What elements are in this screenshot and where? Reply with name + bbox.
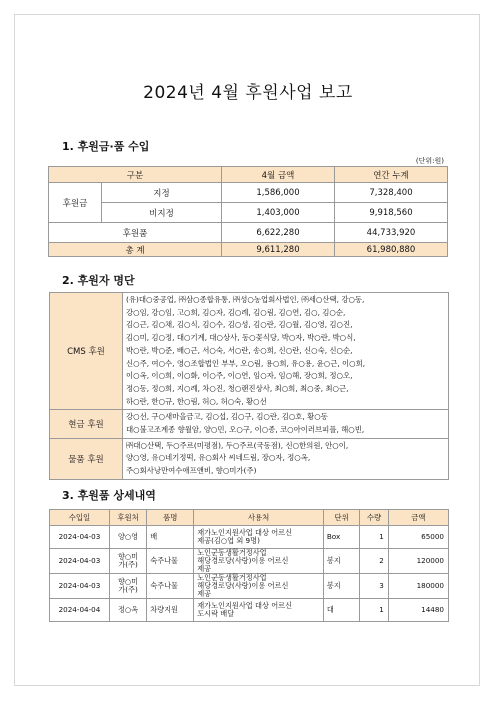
- donor-line: (유)대○중공업, ㈜삼○종합유통, ㈜성○농업회사법인, ㈜세○산택, 강○동,: [126, 295, 365, 304]
- section3-heading: 3. 후원품 상세내역: [62, 489, 156, 502]
- page-title: 2024년 4월 후원사업 보고: [143, 83, 353, 103]
- cell-amount: 14480: [388, 599, 448, 622]
- donor-line: 하○란, 한○규, 한○림, 허○, 허○숙, 황○선: [126, 396, 267, 406]
- col-unit: 단위: [323, 510, 359, 526]
- donor-text: 향○미: [117, 577, 139, 586]
- unit-label: (단위:원): [415, 157, 444, 165]
- total-row: [49, 243, 448, 257]
- donor-row: [50, 293, 449, 410]
- goods-label: 후원품: [49, 223, 222, 243]
- cell-unit: 봉지: [323, 549, 359, 574]
- donor-line: 박○란, 박○준, 배○근, 서○숙, 서○란, 송○희, 신○란, 신○숙, 신○순,: [126, 345, 353, 355]
- cell-item: 배: [147, 526, 194, 549]
- goods-detail-table: [49, 509, 449, 622]
- cell-qty: 3: [360, 574, 388, 599]
- donor-line: 대○불고조계종 향월암, 양○민, 오○구, 이○종, 코○아이러브피플, 해○빈,: [126, 425, 365, 435]
- goods-annual: 44,733,920: [335, 223, 448, 243]
- col-amount: 금액: [388, 510, 448, 526]
- cell-item: 차량지원: [147, 599, 194, 622]
- donor-text: 정○옥: [117, 605, 139, 614]
- goods-row: [49, 223, 448, 243]
- usage-line: 제공(김○엽 외 9명): [197, 536, 260, 545]
- usage-line: 재가노인지원사업 대상 어르신: [197, 601, 293, 610]
- cell-item: 숙주나물: [147, 549, 194, 574]
- cell-qty: 1: [360, 599, 388, 622]
- group-label: 후원금: [49, 183, 102, 223]
- col-qty: 수량: [360, 510, 388, 526]
- col-month: 4월 금액: [222, 167, 335, 183]
- donor-text: 가(주): [118, 585, 138, 594]
- table-row: [50, 574, 449, 599]
- usage-line: 노인군동생활거정사업: [197, 548, 267, 557]
- cell-date: 2024-04-03: [50, 574, 110, 599]
- cell-amount: 180000: [388, 574, 448, 599]
- total-month: 9,611,280: [222, 243, 335, 257]
- income-header-row: [49, 167, 448, 183]
- donor-line: 정○동, 정○희, 지○례, 차○진, 청○랜진상사, 최○희, 최○중, 최○근,: [126, 383, 349, 393]
- cell-donor: [109, 526, 146, 549]
- cell-usage: [194, 574, 324, 599]
- cell-amount: 65000: [388, 526, 448, 549]
- donor-names: [123, 293, 449, 410]
- cell-qty: 1: [360, 526, 388, 549]
- donor-row: [50, 410, 449, 438]
- total-label: 총 계: [49, 243, 222, 257]
- col-donor: 후원처: [109, 510, 146, 526]
- donor-line: 이○옥, 이○희, 이○화, 이○주, 이○연, 임○자, 임○해, 장○희, 정○오,: [126, 371, 353, 381]
- row-label: 지정: [102, 183, 222, 203]
- cell-date: 2024-04-03: [50, 526, 110, 549]
- col-category: 구분: [49, 167, 222, 183]
- cell-donor: [109, 574, 146, 599]
- table-row: [50, 599, 449, 622]
- cell-date: 2024-04-04: [50, 599, 110, 622]
- col-date: 수입일: [50, 510, 110, 526]
- cell-usage: [194, 526, 324, 549]
- row-month: 1,586,000: [222, 183, 335, 203]
- donor-line: 강○임, 강○임, 고○희, 김○자, 김○례, 김○림, 김○연, 김○, 김○순,: [126, 307, 346, 317]
- donor-text: 향○미: [117, 552, 139, 561]
- usage-line: 제공: [197, 564, 212, 573]
- donor-category: 현금 후원: [50, 410, 123, 438]
- cell-item: 숙주나물: [147, 574, 194, 599]
- donor-text: 양○영: [117, 532, 139, 541]
- goods-month: 6,622,280: [222, 223, 335, 243]
- cell-date: 2024-04-03: [50, 549, 110, 574]
- row-annual: 7,328,400: [335, 183, 448, 203]
- col-item: 품명: [147, 510, 194, 526]
- cell-unit: 대: [323, 599, 359, 622]
- goods-header-row: [50, 510, 449, 526]
- donor-line: 주○회사낭만여수애프앤비, 향○미가(주): [126, 466, 257, 476]
- income-row: [49, 183, 448, 203]
- usage-line: 해당경로당(사랑)이용 어르신: [197, 581, 289, 590]
- cell-unit: 봉지: [323, 574, 359, 599]
- total-annual: 61,980,880: [335, 243, 448, 257]
- section1-heading: 1. 후원금·품 수입: [62, 140, 150, 153]
- donor-table: [49, 292, 449, 480]
- donor-names: [123, 410, 449, 438]
- income-table: [48, 166, 448, 257]
- usage-line: 노인군동생활거정사업: [197, 573, 267, 582]
- donor-text: 가(주): [118, 560, 138, 569]
- donor-line: 김○미, 김○정, 대○기계, 대○상사, 동○꽃식당, 박○자, 박○란, 박○식,: [126, 333, 356, 343]
- row-label: 비지정: [102, 203, 222, 223]
- usage-line: 도시락 배달: [197, 609, 235, 618]
- donor-names: [123, 438, 449, 479]
- donor-category: CMS 후원: [50, 293, 123, 410]
- cell-donor: [109, 599, 146, 622]
- cell-qty: 2: [360, 549, 388, 574]
- col-annual: 연간 누계: [335, 167, 448, 183]
- usage-line: 재가노인지원사업 대상 어르신: [197, 528, 293, 537]
- cell-amount: 120000: [388, 549, 448, 574]
- row-annual: 9,918,560: [335, 203, 448, 223]
- usage-line: 제공: [197, 589, 212, 598]
- donor-line: ㈜대○산택, 두○주르(미평점), 두○주르(국동점), 신○한의원, 안○이,: [126, 440, 349, 450]
- cell-unit: Box: [323, 526, 359, 549]
- table-row: [50, 526, 449, 549]
- donor-row: [50, 438, 449, 479]
- donor-line: 김○근, 김○채, 김○식, 김○수, 김○성, 김○란, 김○월, 김○영, 김○진,: [126, 320, 353, 330]
- row-month: 1,403,000: [222, 203, 335, 223]
- col-usage: 사용처: [194, 510, 324, 526]
- cell-usage: [194, 599, 324, 622]
- cell-donor: [109, 549, 146, 574]
- cell-usage: [194, 549, 324, 574]
- donor-line: 신○주, 여○수, 영○조합법인 부부, 오○림, 용○희, 유○용, 윤○근, 이○희,: [126, 358, 366, 368]
- section2-heading: 2. 후원자 명단: [62, 274, 135, 287]
- donor-line: 강○선, 구○새마을금고, 김○섭, 김○구, 김○란, 김○호, 황○동: [126, 412, 328, 422]
- usage-line: 해당경로당(사랑)이용 어르신: [197, 556, 289, 565]
- donor-category: 물품 후원: [50, 438, 123, 479]
- income-row: [49, 203, 448, 223]
- donor-line: 양○영, 유○네기정떡, 유○회사 씨네드림, 장○자, 정○옥,: [126, 453, 311, 463]
- table-row: [50, 549, 449, 574]
